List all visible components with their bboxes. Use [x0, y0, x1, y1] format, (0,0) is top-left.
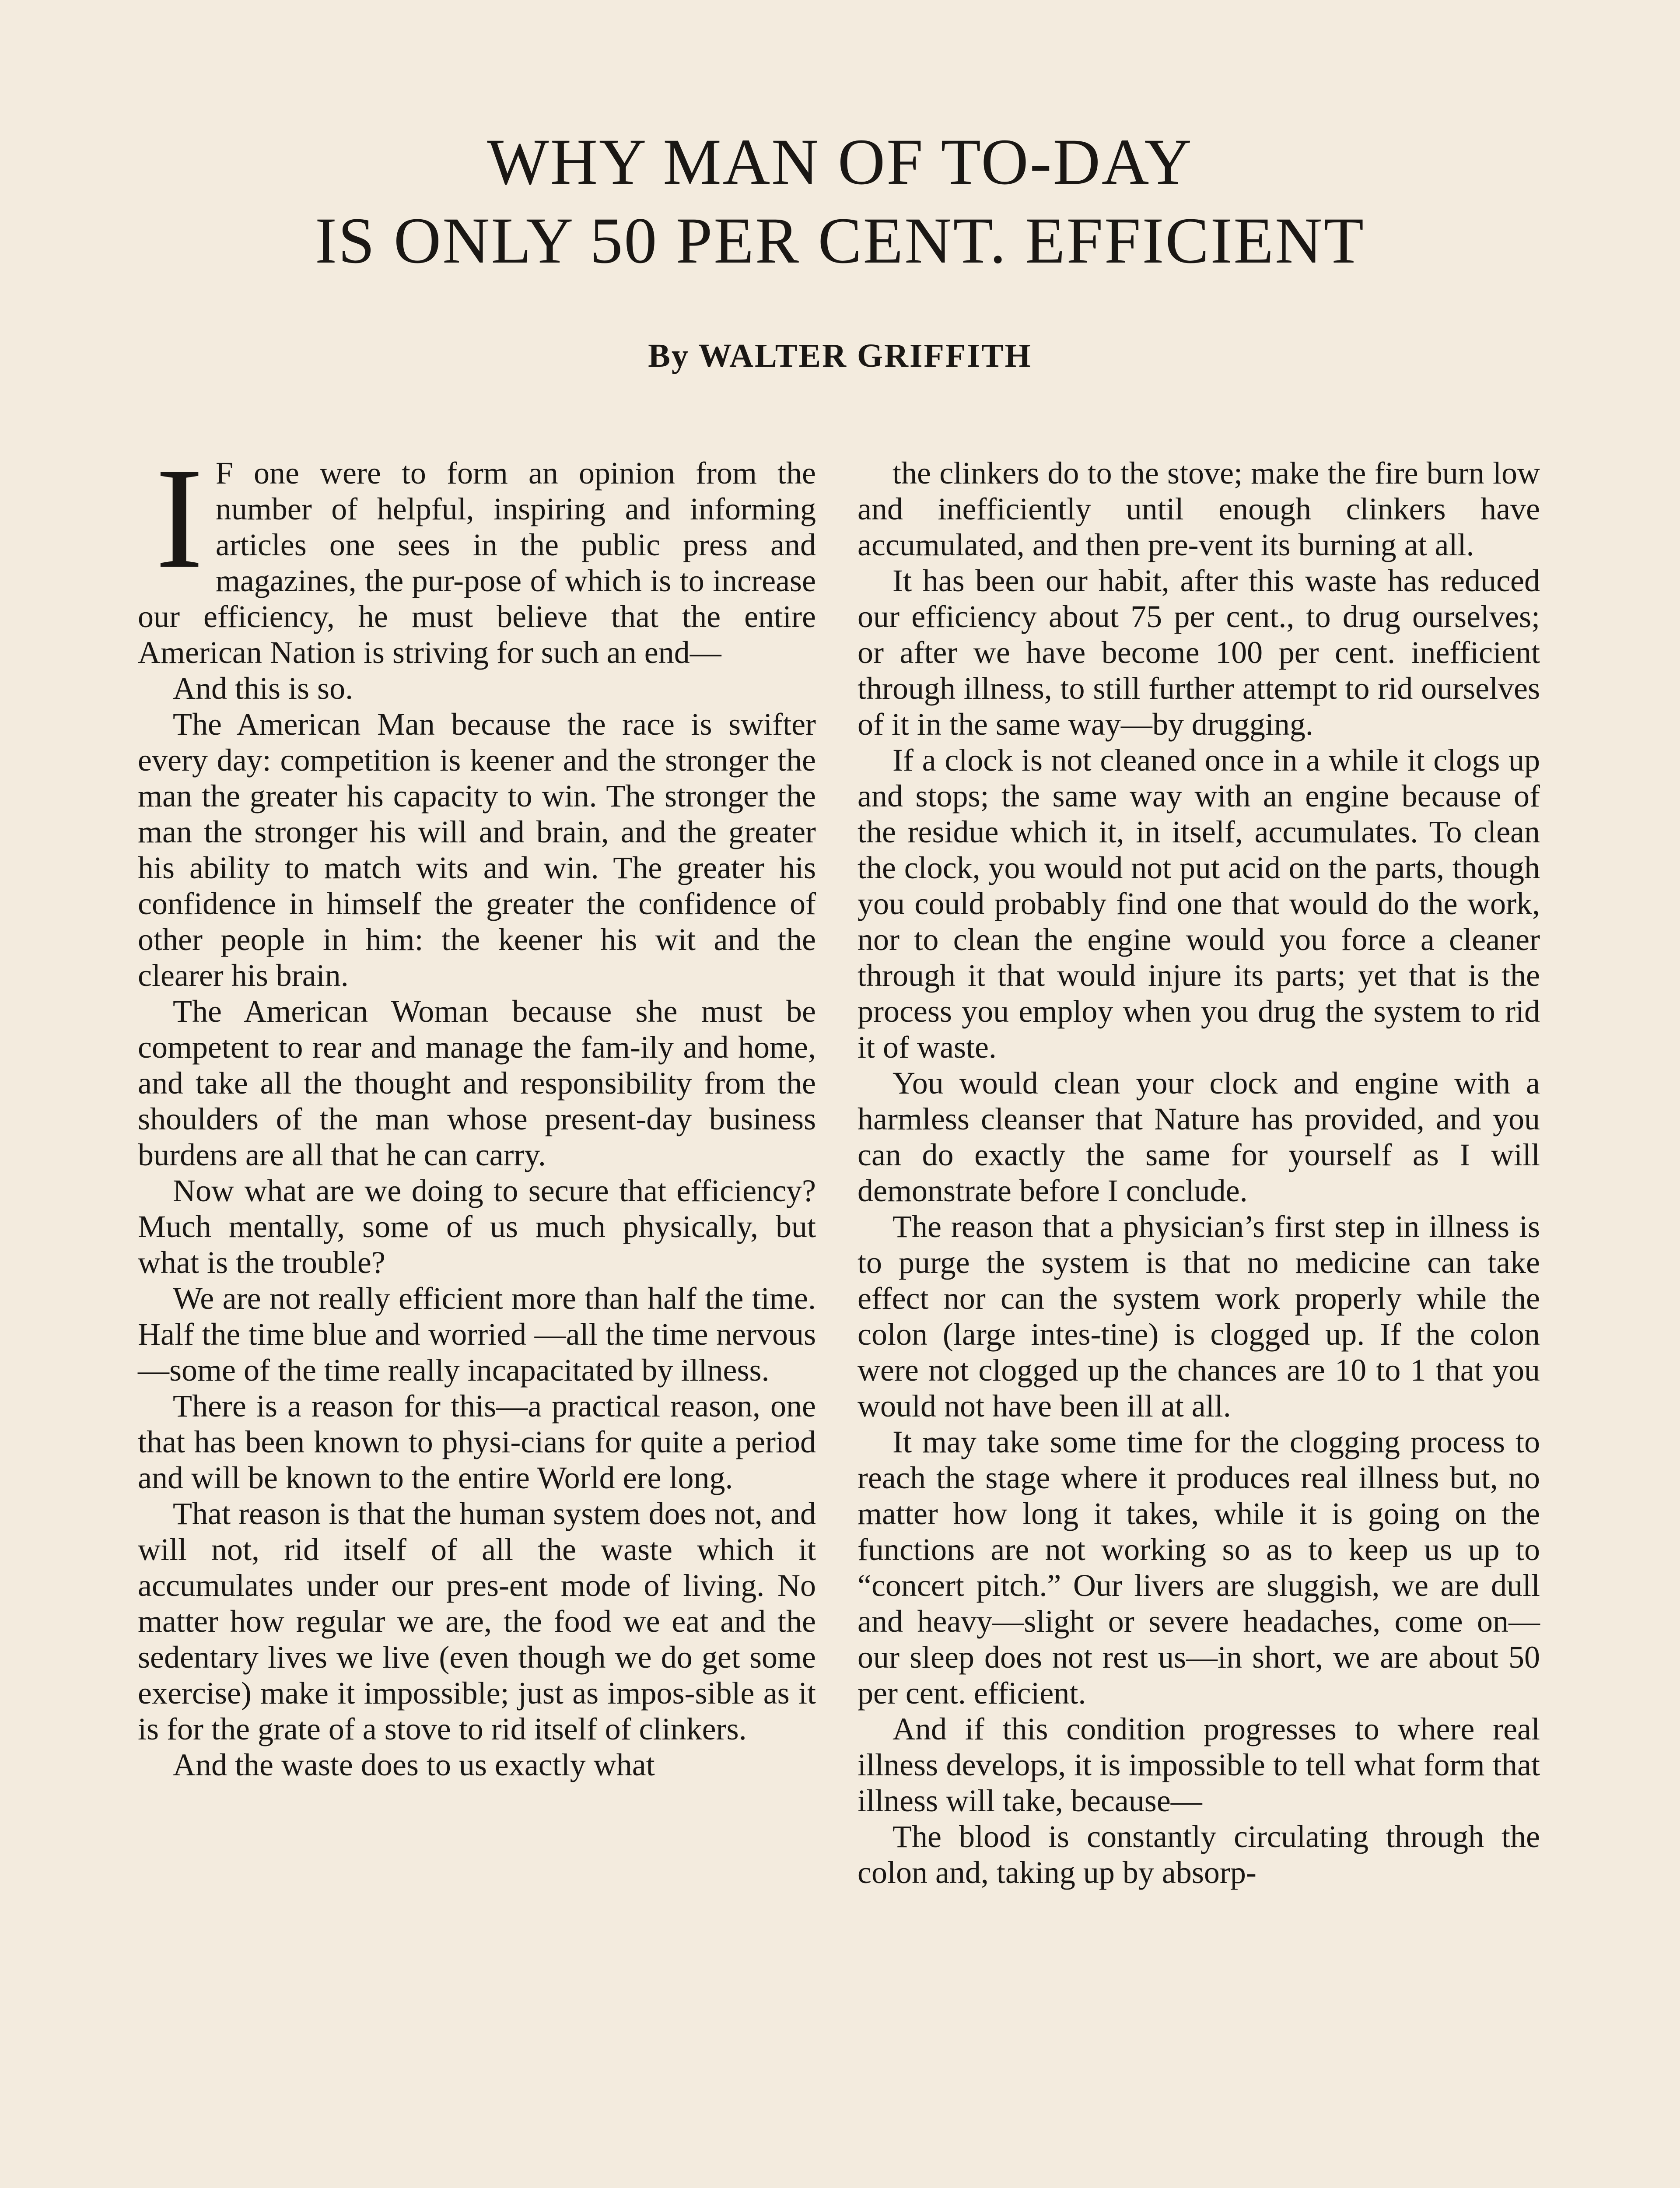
paragraph: If a clock is not cleaned once in a while it clogs up and stops; the same way with an engine because of the residue which it, in itself, accumulates. To clean the clock, you would not put acid on the parts, though you could probably find one that would do the work, nor to clean the engine would you force a cleaner through it that would injure its parts; yet that is the process you employ when you drug the system to rid it of waste.: [858, 743, 1540, 1065]
left-column: [138, 438, 816, 1783]
paragraph: the clinkers do to the stove; make the fire burn low and inefficiently until enough clinkers have accumulated, and then pre-vent its burning at all.: [858, 456, 1540, 562]
paragraph: It has been our habit, after this waste has reduced our efficiency about 75 per cent., to drug ourselves; or after we have become 100 per cent. inefficient through illness, to still further attempt to rid ourselves of it in the same way—by drugging.: [858, 563, 1540, 742]
paragraph: Now what are we doing to secure that efficiency? Much mentally, some of us much physically, but what is the trouble?: [138, 1173, 816, 1280]
paragraph: It may take some time for the clogging process to reach the stage where it produces real illness but, no matter how long it takes, while it is going on the functions are not working so as to keep us up to “concert pitch.” Our livers are sluggish, we are dull and heavy—slight or severe headaches, come on—our sleep does not rest us—in short, we are about 50 per cent. efficient.: [858, 1424, 1540, 1711]
paragraph: We are not really efficient more than half the time. Half the time blue and worried —all the time nervous—some of the time really incapacitated by illness.: [138, 1281, 816, 1388]
paragraph: There is a reason for this—a practical reason, one that has been known to physi-cians for quite a period and will be known to the entire World ere long.: [138, 1389, 816, 1495]
title-line-1: WHY MAN OF TO-DAY: [487, 126, 1193, 198]
right-column: [858, 455, 1540, 1890]
paragraph: And the waste does to us exactly what: [173, 1747, 655, 1782]
paragraph: And if this condition progresses to where real illness develops, it is impossible to tell what form that illness will take, because—: [858, 1711, 1540, 1818]
drop-cap: I: [155, 438, 203, 598]
paragraph: The American Woman because she must be competent to rear and manage the fam-ily and home, and take all the thought and responsibility from the shoulders of the man whose present-day business burdens are all that he can carry.: [138, 994, 816, 1172]
paragraph: The American Man because the race is swifter every day: competition is keener and the stronger the man the greater his capacity to win. The stronger the man the stronger his will and brain, and the greater his ability to match wits and win. The greater his confidence in himself the greater the confidence of other people in him: the keener his wit and the clearer his brain.: [138, 707, 816, 993]
paragraph: And this is so.: [173, 671, 354, 706]
article-title: [131, 123, 1549, 280]
paragraph: The blood is constantly circulating through the colon and, taking up by absorp-: [858, 1819, 1540, 1890]
title-line-2: IS ONLY 50 PER CENT. EFFICIENT: [315, 204, 1365, 277]
paragraph: The reason that a physician’s first step in illness is to purge the system is that no medicine can take effect nor can the system work properly while the colon (large intes-tine) is clogged up. If the colon were not clogged up the chances are 10 to 1 that you would not have been ill at all.: [858, 1209, 1540, 1424]
paragraph: That reason is that the human system does not, and will not, rid itself of all the waste which it accumulates under our pres-ent mode of living. No matter how regular we are, the food we eat and the sedentary lives we live (even though we do get some exercise) make it impossible; just as impos-sible as it is for the grate of a stove to rid itself of clinkers.: [138, 1496, 816, 1746]
paragraph: You would clean your clock and engine with a harmless cleanser that Nature has provided, and you can do exactly the same for yourself as I will demonstrate before I conclude.: [858, 1066, 1540, 1208]
first-paragraph-text: F one were to form an opinion from the number of helpful, inspiring and informing articles one sees in the public press and magazines, the pur-pose of which is to increase our efficiency, he must believe that the entire American Nation is striving for such an end—: [138, 456, 816, 670]
byline: By WALTER GRIFFITH: [648, 337, 1032, 374]
first-paragraph: [138, 438, 816, 670]
